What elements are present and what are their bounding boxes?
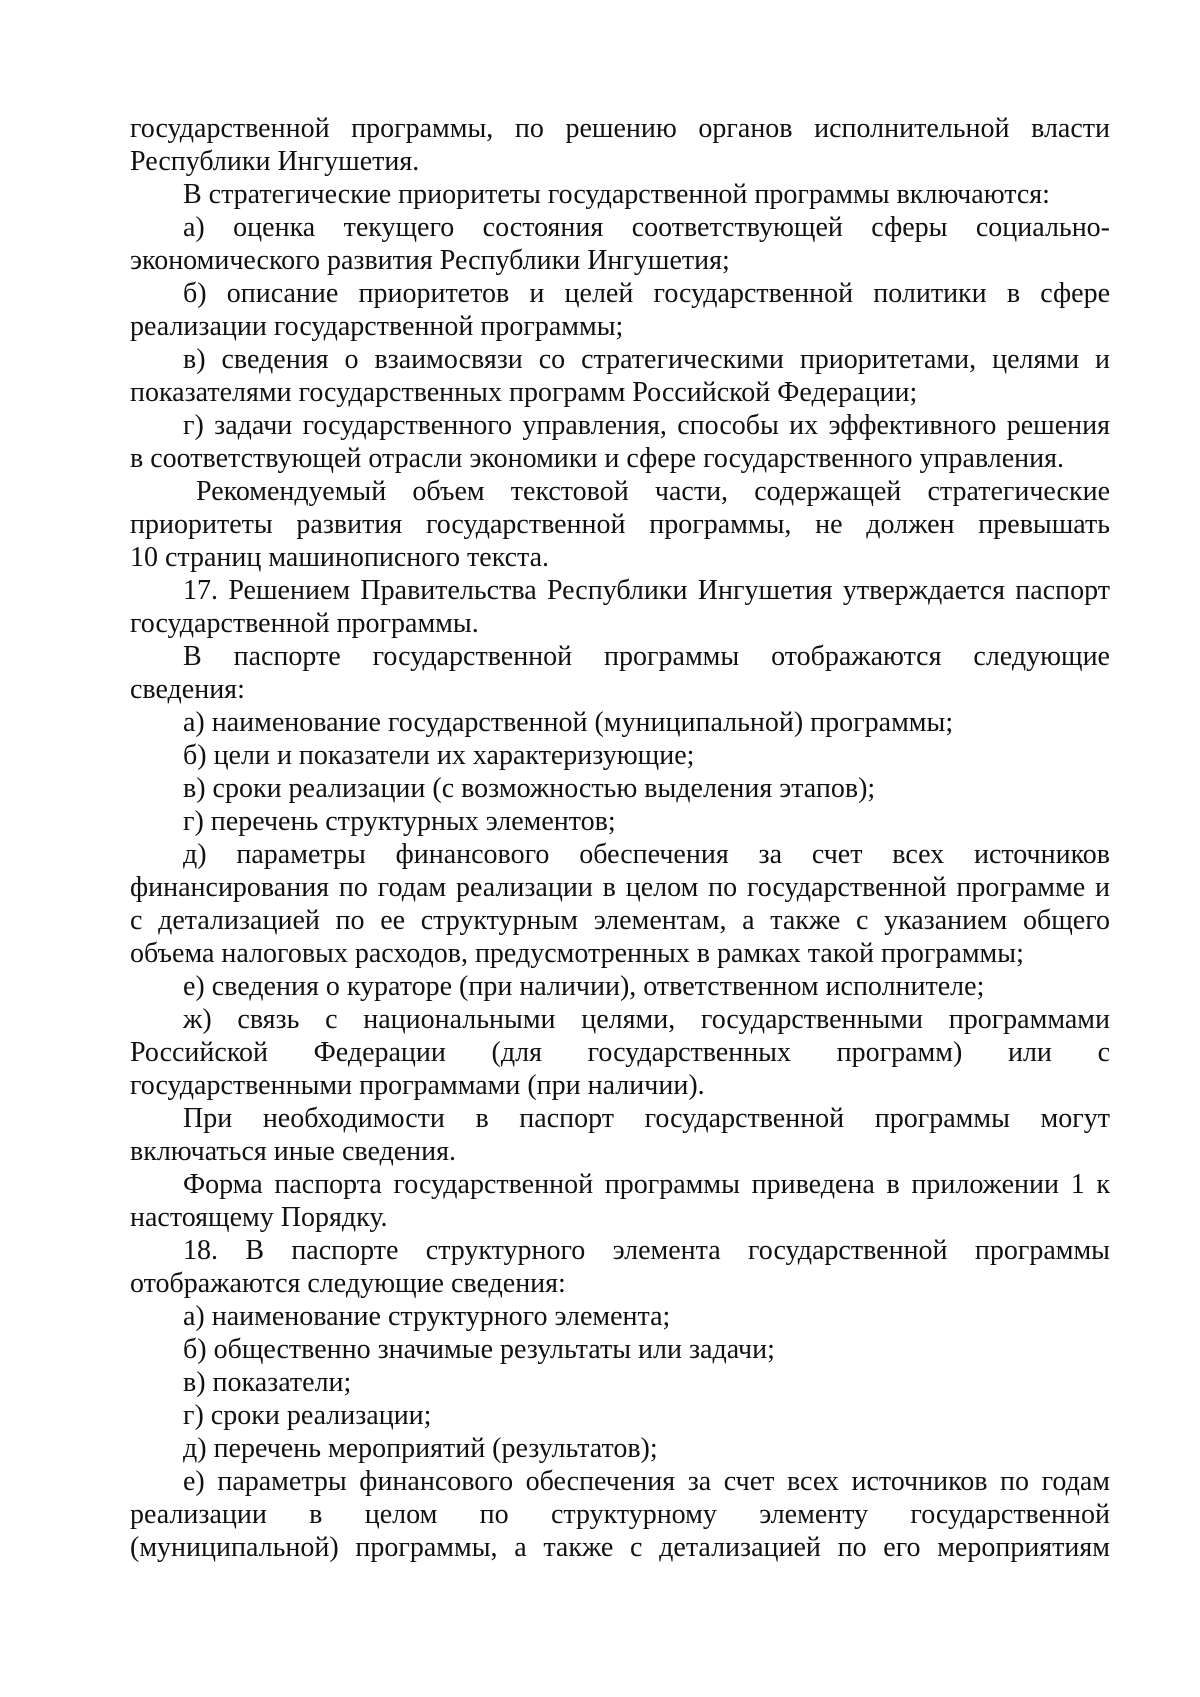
text-line: Форма паспорта государственной программы приведена в приложении 1 к [183,1169,1110,1200]
document-page [130,112,1110,1564]
paragraph [130,112,1110,178]
text-line: финансирования по годам реализации в целом по государственной программе и [130,872,1110,903]
text-line: Российской Федерации (для государственных программ) или с [130,1037,1110,1068]
paragraph [130,706,1110,739]
paragraph [130,1366,1110,1399]
text-line: Республики Ингушетия. [130,146,420,177]
text-line: с детализацией по ее структурным элементам, а также с указанием общего [130,905,1110,936]
text-line: д) перечень мероприятий (результатов); [183,1433,658,1464]
text-line: г) задачи государственного управления, способы их эффективного решения [183,410,1110,441]
text-line: (муниципальной) программы, а также с детализацией по его мероприятиям [130,1532,1110,1563]
paragraph [130,739,1110,772]
paragraph [130,1102,1110,1168]
text-line: 18. В паспорте структурного элемента государственной программы [183,1235,1110,1266]
text-line: сведения: [130,674,245,705]
paragraph [130,1399,1110,1432]
paragraph [130,343,1110,409]
paragraph [130,1300,1110,1333]
text-line: Рекомендуемый объем текстовой части, содержащей стратегические [196,476,1110,507]
text-line: 10 страниц машинописного текста. [130,542,550,573]
paragraph [130,277,1110,343]
text-line: б) цели и показатели их характеризующие; [183,740,695,771]
text-line: е) параметры финансового обеспечения за счет всех источников по годам [183,1466,1110,1497]
text-line: экономического развития Республики Ингушетия; [130,245,730,276]
paragraph [130,772,1110,805]
text-line: В паспорте государственной программы отображаются следующие [183,641,1110,672]
paragraph [130,1234,1110,1300]
text-line: 17. Решением Правительства Республики Ингушетия утверждается паспорт [183,575,1110,606]
paragraph [130,178,1110,211]
text-line: б) описание приоритетов и целей государственной политики в сфере [183,278,1110,309]
text-line: реализации государственной программы; [130,311,624,342]
text-line: отображаются следующие сведения: [130,1268,566,1299]
paragraph [130,805,1110,838]
text-line: включаться иные сведения. [130,1136,457,1167]
paragraph [130,574,1110,640]
text-line: а) оценка текущего состояния соответствующей сферы социально- [183,212,1110,243]
text-line: е) сведения о кураторе (при наличии), ответственном исполнителе; [183,971,985,1002]
paragraph [130,409,1110,475]
paragraph [130,970,1110,1003]
text-line: реализации в целом по структурному элементу государственной [130,1499,1110,1530]
paragraph [130,838,1110,970]
paragraph [130,1333,1110,1366]
text-line: При необходимости в паспорт государственной программы могут [183,1103,1110,1134]
text-line: объема налоговых расходов, предусмотренных в рамках такой программы; [130,938,1024,969]
paragraph [130,211,1110,277]
text-line: В стратегические приоритеты государственной программы включаются: [183,179,1050,210]
text-line: а) наименование государственной (муниципальной) программы; [183,707,954,738]
text-line: в) сроки реализации (с возможностью выделения этапов); [183,773,876,804]
text-line: государственной программы. [130,608,479,639]
text-line: государственной программы, по решению органов исполнительной власти [130,113,1110,144]
text-line: приоритеты развития государственной программы, не должен превышать [130,509,1110,540]
paragraph [130,1465,1110,1564]
text-line: а) наименование структурного элемента; [183,1301,671,1332]
text-line: настоящему Порядку. [130,1202,388,1233]
text-line: г) перечень структурных элементов; [183,806,616,837]
paragraph [130,1432,1110,1465]
text-line: показателями государственных программ Российской Федерации; [130,377,918,408]
text-line: в соответствующей отрасли экономики и сфере государственного управления. [130,443,1064,474]
text-line: государственными программами (при наличии). [130,1070,705,1101]
text-line: г) сроки реализации; [183,1400,432,1431]
text-line: б) общественно значимые результаты или задачи; [183,1334,775,1365]
paragraph [130,640,1110,706]
text-line: д) параметры финансового обеспечения за счет всех источников [183,839,1110,870]
paragraph [130,1003,1110,1102]
text-line: в) показатели; [183,1367,352,1398]
text-line: ж) связь с национальными целями, государственными программами [183,1004,1110,1035]
paragraph [130,475,1110,574]
paragraph [130,1168,1110,1234]
text-line: в) сведения о взаимосвязи со стратегическими приоритетами, целями и [183,344,1110,375]
